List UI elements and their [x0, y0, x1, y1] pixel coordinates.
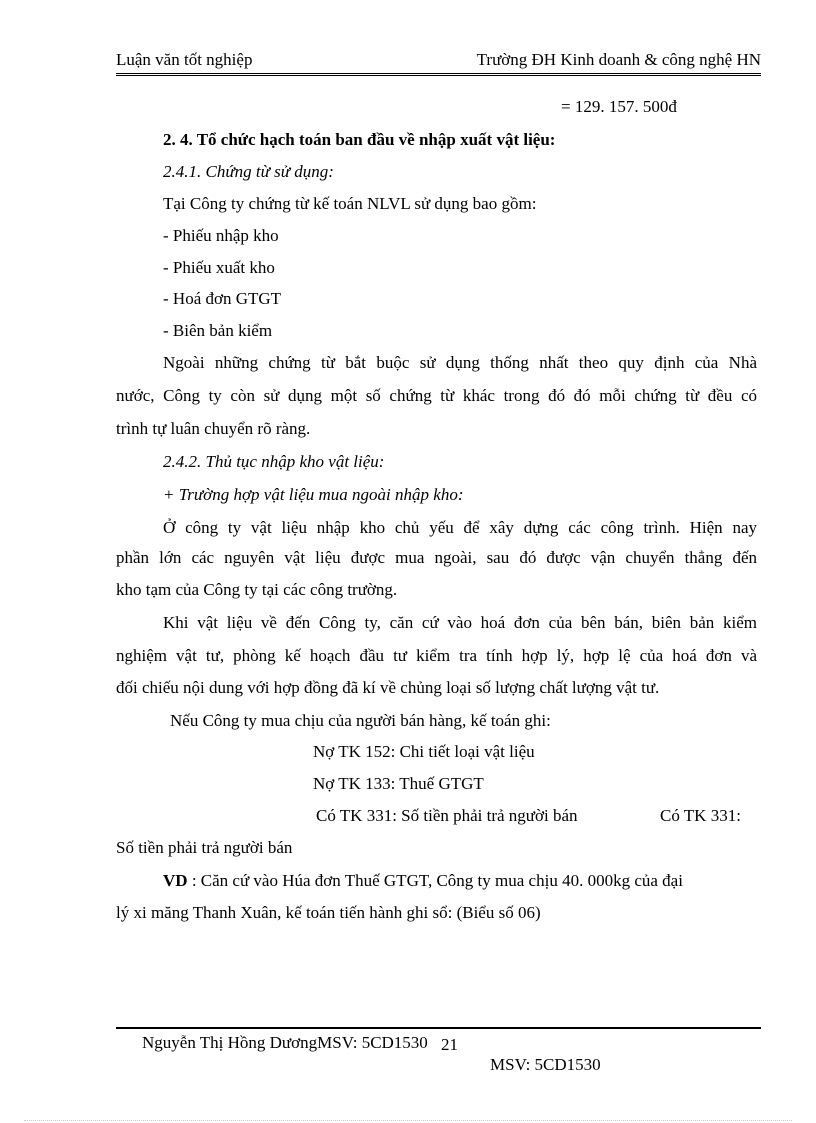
- journal-entry-repeat: Có TK 331:: [660, 806, 741, 825]
- header-right-title: Trường ĐH Kinh doanh & công nghệ HN: [476, 50, 761, 69]
- paragraph-line: nước, Công ty còn sử dụng một số chứng từ khác trong đó đó mỗi chứng từ đều có: [116, 386, 757, 405]
- header-left-title: Luận văn tốt nghiệp: [116, 50, 253, 69]
- list-item: - Phiếu xuất kho: [163, 258, 275, 277]
- header-rule-double: [116, 75, 761, 76]
- footer-student-id: MSV: 5CD1530: [490, 1055, 601, 1074]
- journal-entry-continuation: Số tiền phải trả người bán: [116, 838, 293, 857]
- paragraph-line: trình tự luân chuyển rõ ràng.: [116, 419, 311, 438]
- journal-entry: Có TK 331: Số tiền phải trả người bán: [316, 806, 578, 825]
- example-text: : Căn cứ vào Húa đơn Thuế GTGT, Công ty mua chịu 40. 000kg của đại: [187, 871, 683, 890]
- journal-entry: Nợ TK 133: Thuế GTGT: [313, 774, 484, 793]
- page-header: [116, 50, 761, 72]
- list-item: - Phiếu nhập kho: [163, 226, 279, 245]
- example-line: [163, 870, 683, 892]
- header-rule: [116, 73, 761, 74]
- example-line-2: lý xi măng Thanh Xuân, kế toán tiến hành ghi sổ: (Biểu số 06): [116, 903, 541, 922]
- list-item: - Biên bản kiểm: [163, 321, 273, 340]
- paragraph-line: nghiệm vật tư, phòng kế hoạch đầu tư kiểm tra tính hợp lý, hợp lệ của hoá đơn và: [116, 646, 757, 665]
- page-number: 21: [441, 1035, 458, 1054]
- list-item: - Hoá đơn GTGT: [163, 289, 282, 308]
- journal-entry: Nợ TK 152: Chi tiết loại vật liệu: [313, 742, 535, 761]
- paragraph-line: phần lớn các nguyên vật liệu được mua ngoài, sau đó được vận chuyển thẳng đến: [116, 548, 757, 567]
- example-label: VD: [163, 871, 188, 890]
- total-line: = 129. 157. 500đ: [561, 97, 677, 116]
- credit-purchase-note: Nếu Công ty mua chịu của người bán hàng, kế toán ghi:: [170, 711, 551, 730]
- section-heading: 2. 4. Tổ chức hạch toán ban đầu về nhập xuất vật liệu:: [163, 130, 556, 149]
- paragraph-line: Khi vật liệu về đến Công ty, căn cứ vào hoá đơn của bên bán, biên bản kiểm: [163, 613, 757, 632]
- sub-heading-documents: 2.4.1. Chứng từ sử dụng:: [163, 162, 334, 181]
- footer-rule: [116, 1027, 761, 1029]
- documents-intro: Tại Công ty chứng từ kế toán NLVL sử dụng bao gồm:: [163, 194, 537, 213]
- paragraph-line: đối chiếu nội dung với hợp đồng đã kí về chủng loại số lượng chất lượng vật tư.: [116, 678, 660, 697]
- paragraph-line: Ở công ty vật liệu nhập kho chủ yếu để xây dựng các công trình. Hiện nay: [163, 518, 757, 537]
- page-edge-dots: [24, 1120, 792, 1121]
- paragraph-line: kho tạm của Công ty tại các công trường.: [116, 580, 398, 599]
- paragraph-line: Ngoài những chứng từ bắt buộc sử dụng thống nhất theo quy định của Nhà: [163, 353, 757, 372]
- footer-author: Nguyễn Thị Hồng DươngMSV: 5CD1530: [142, 1033, 428, 1052]
- sub-heading-procedure: 2.4.2. Thủ tục nhập kho vật liệu:: [163, 452, 385, 471]
- case-heading: + Trường hợp vật liệu mua ngoài nhập kho:: [163, 485, 464, 504]
